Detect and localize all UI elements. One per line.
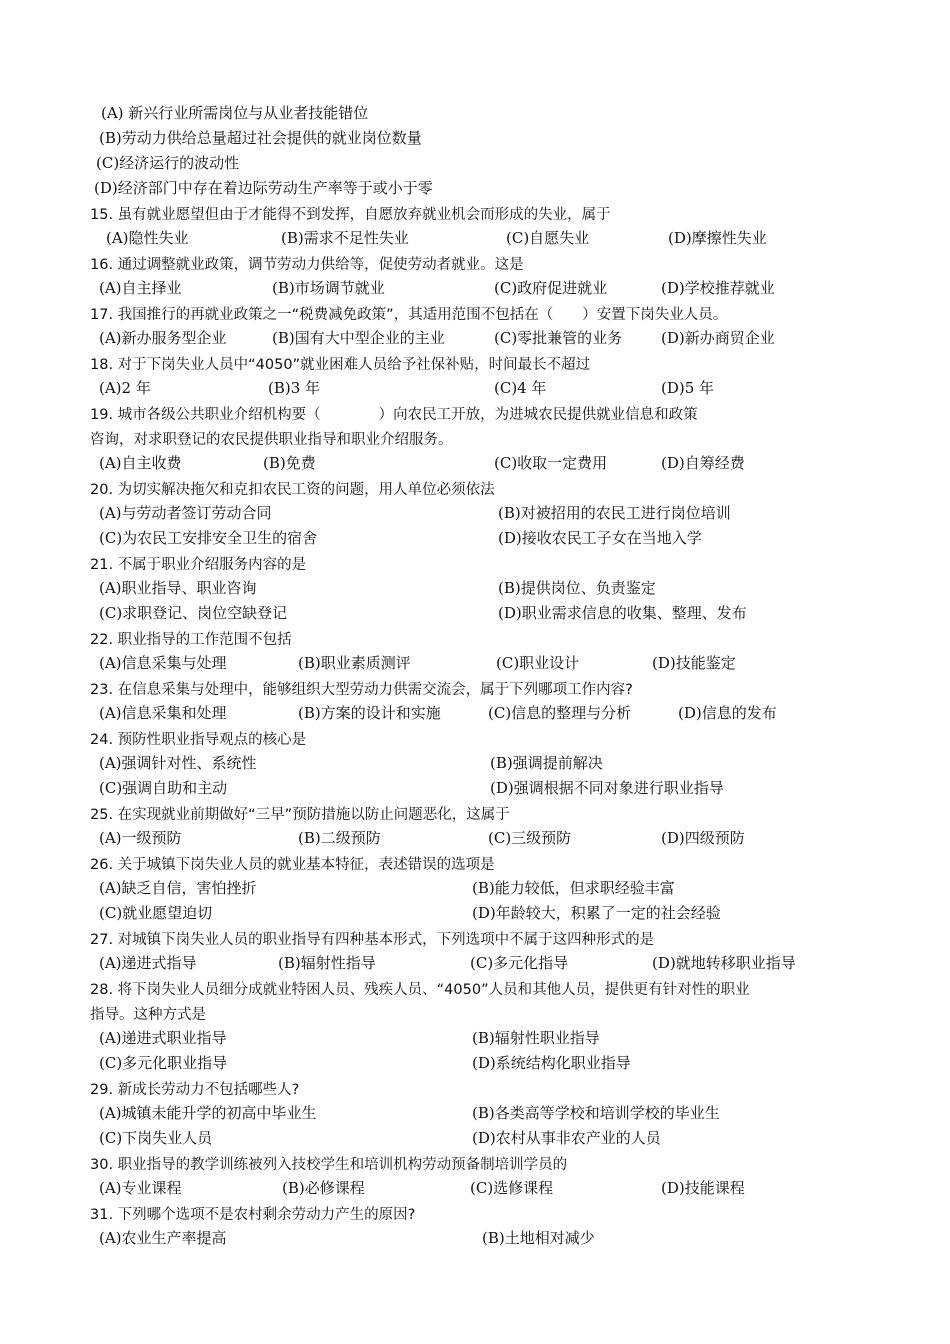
option: (A)与劳动者签订劳动合同 — [99, 504, 272, 522]
question-line — [0, 976, 950, 1000]
option: (A) 新兴行业所需岗位与从业者技能错位 — [101, 104, 369, 122]
option-line — [0, 1051, 950, 1075]
option: (B)国有大中型企业的主业 — [272, 329, 445, 347]
option: (D)四级预防 — [661, 829, 745, 847]
option: (A)职业指导、职业咨询 — [99, 579, 257, 597]
question-line — [0, 401, 950, 425]
option: (B)需求不足性失业 — [281, 229, 409, 247]
option-line — [0, 651, 950, 675]
option: (C)多元化职业指导 — [99, 1054, 228, 1072]
option: (C)自愿失业 — [506, 229, 590, 247]
option-line — [0, 901, 950, 925]
question-text: 15. 虽有就业愿望但由于才能得不到发挥，自愿放弃就业机会而形成的失业，属于 — [90, 207, 611, 223]
question-line — [0, 201, 950, 225]
option: (D)自筹经费 — [661, 454, 745, 472]
question-line — [0, 801, 950, 825]
option: (B)辐射性指导 — [278, 954, 376, 972]
option: (D)年龄较大，积累了一定的社会经验 — [472, 904, 721, 922]
option: (A)新办服务型企业 — [99, 329, 227, 347]
option: (C)4 年 — [494, 379, 547, 397]
question-text: 30. 职业指导的教学训练被列入技校学生和培训机构劳动预备制培训学员的 — [90, 1157, 568, 1173]
question-line — [0, 551, 950, 575]
option: (B)提供岗位、负责鉴定 — [498, 579, 656, 597]
option: (C)政府促进就业 — [494, 279, 608, 297]
option-line — [0, 151, 950, 175]
option: (D)接收农民工子女在当地入学 — [498, 529, 702, 547]
option: (C)信息的整理与分析 — [488, 704, 632, 722]
option: (C)选修课程 — [470, 1179, 554, 1197]
question-line — [0, 676, 950, 700]
question-text: 27. 对城镇下岗失业人员的职业指导有四种基本形式，下列选项中不属于这四种形式的是 — [90, 932, 655, 948]
option: (D)职业需求信息的收集、整理、发布 — [498, 604, 747, 622]
option: (D)系统结构化职业指导 — [472, 1054, 631, 1072]
option: (B)强调提前解决 — [490, 754, 603, 772]
option: (C)零批兼管的业务 — [494, 329, 623, 347]
option: (C)就业愿望迫切 — [99, 904, 213, 922]
question-text: 17. 我国推行的再就业政策之一“税费减免政策”，其适用范围不包括在（ ）安置下岗失业人员。 — [90, 307, 728, 323]
question-text: 28. 将下岗失业人员细分成就业特困人员、残疾人员、“4050”人员和其他人员，提供更有针对性的职业 — [90, 982, 750, 998]
question-line — [0, 1201, 950, 1225]
option: (A)递进式职业指导 — [99, 1029, 227, 1047]
option: (C)职业设计 — [496, 654, 580, 672]
option: (D)摩擦性失业 — [668, 229, 767, 247]
option: (B)能力较低，但求职经验丰富 — [472, 879, 675, 897]
option: (A)城镇未能升学的初高中毕业生 — [99, 1104, 317, 1122]
question-line — [0, 1151, 950, 1175]
option: (C)经济运行的波动性 — [96, 154, 240, 172]
option-line — [0, 951, 950, 975]
option: (C)求职登记、岗位空缺登记 — [99, 604, 288, 622]
option-line — [0, 701, 950, 725]
option: (B)市场调节就业 — [272, 279, 385, 297]
option: (B)二级预防 — [298, 829, 381, 847]
option: (A)递进式指导 — [99, 954, 197, 972]
question-line — [0, 851, 950, 875]
option-line — [0, 226, 950, 250]
option-line — [0, 1101, 950, 1125]
question-text: 18. 对于下岗失业人员中“4050”就业困难人员给予社保补贴，时间最长不超过 — [90, 357, 591, 373]
option-line — [0, 526, 950, 550]
question-line — [0, 726, 950, 750]
question-line — [0, 301, 950, 325]
option: (A)2 年 — [99, 379, 151, 397]
option-line — [0, 576, 950, 600]
question-text: 指导。这种方式是 — [90, 1007, 206, 1023]
option: (B)各类高等学校和培训学校的毕业生 — [472, 1104, 720, 1122]
question-text: 29. 新成长劳动力不包括哪些人? — [90, 1082, 300, 1098]
option: (D)技能课程 — [661, 1179, 745, 1197]
option: (A)隐性失业 — [106, 229, 189, 247]
option-line — [0, 1126, 950, 1150]
question-text: 23. 在信息采集与处理中，能够组织大型劳动力供需交流会，属于下列哪项工作内容? — [90, 682, 633, 698]
option: (A)一级预防 — [99, 829, 182, 847]
option-line — [0, 826, 950, 850]
question-line — [0, 1076, 950, 1100]
option-line — [0, 101, 950, 125]
option-line — [0, 751, 950, 775]
question-line — [0, 1001, 950, 1025]
option: (A)自主择业 — [99, 279, 182, 297]
option: (D)经济部门中存在着边际劳动生产率等于或小于零 — [94, 179, 433, 197]
option: (A)强调针对性、系统性 — [99, 754, 257, 772]
option: (C)收取一定费用 — [494, 454, 608, 472]
option: (D)农村从事非农产业的人员 — [472, 1129, 661, 1147]
question-line — [0, 426, 950, 450]
question-text: 咨询，对求职登记的农民提供职业指导和职业介绍服务。 — [90, 432, 453, 448]
option-line — [0, 1226, 950, 1250]
option: (D)5 年 — [661, 379, 715, 397]
option: (D)学校推荐就业 — [661, 279, 775, 297]
question-line — [0, 351, 950, 375]
option: (C)为农民工安排安全卫生的宿舍 — [99, 529, 318, 547]
option-line — [0, 501, 950, 525]
option: (B)3 年 — [268, 379, 321, 397]
option-line — [0, 1026, 950, 1050]
question-line — [0, 626, 950, 650]
option-line — [0, 326, 950, 350]
option: (D)信息的发布 — [678, 704, 777, 722]
question-line — [0, 251, 950, 275]
option: (D)技能鉴定 — [652, 654, 736, 672]
question-text: 26. 关于城镇下岗失业人员的就业基本特征，表述错误的选项是 — [90, 857, 495, 873]
question-line — [0, 926, 950, 950]
question-text: 22. 职业指导的工作范围不包括 — [90, 632, 292, 648]
option: (B)方案的设计和实施 — [298, 704, 441, 722]
option: (D)新办商贸企业 — [661, 329, 775, 347]
option: (B)免费 — [263, 454, 316, 472]
question-text: 21. 不属于职业介绍服务内容的是 — [90, 557, 307, 573]
option: (B)对被招用的农民工进行岗位培训 — [498, 504, 731, 522]
option: (D)强调根据不同对象进行职业指导 — [490, 779, 724, 797]
option: (A)农业生产率提高 — [99, 1229, 227, 1247]
option: (A)专业课程 — [99, 1179, 182, 1197]
question-text: 19. 城市各级公共职业介绍机构要（ ）向农民工开放，为进城农民提供就业信息和政策 — [90, 407, 698, 423]
option-line — [0, 601, 950, 625]
option-line — [0, 176, 950, 200]
option-line — [0, 451, 950, 475]
option-line — [0, 276, 950, 300]
option: (B)辐射性职业指导 — [472, 1029, 600, 1047]
option: (B)劳动力供给总量超过社会提供的就业岗位数量 — [99, 129, 422, 147]
option: (B)职业素质测评 — [298, 654, 411, 672]
option: (A)信息采集和处理 — [99, 704, 227, 722]
option-line — [0, 876, 950, 900]
option-line — [0, 1176, 950, 1200]
option: (C)多元化指导 — [470, 954, 569, 972]
option: (B)必修课程 — [282, 1179, 365, 1197]
option: (A)自主收费 — [99, 454, 182, 472]
option: (C)强调自助和主动 — [99, 779, 228, 797]
option: (A)信息采集与处理 — [99, 654, 227, 672]
question-text: 20. 为切实解决拖欠和克扣农民工资的问题，用人单位必须依法 — [90, 482, 495, 498]
question-text: 16. 通过调整就业政策，调节劳动力供给等，促使劳动者就业。这是 — [90, 257, 524, 273]
question-text: 31. 下列哪个选项不是农村剩余劳动力产生的原因? — [90, 1207, 416, 1223]
question-text: 25. 在实现就业前期做好“三早”预防措施以防止问题恶化，这属于 — [90, 807, 510, 823]
option-line — [0, 776, 950, 800]
question-line — [0, 476, 950, 500]
option: (D)就地转移职业指导 — [652, 954, 796, 972]
question-text: 24. 预防性职业指导观点的核心是 — [90, 732, 307, 748]
option: (A)缺乏自信，害怕挫折 — [99, 879, 257, 897]
option-line — [0, 126, 950, 150]
option: (B)土地相对减少 — [482, 1229, 595, 1247]
option: (C)三级预防 — [488, 829, 572, 847]
option: (C)下岗失业人员 — [99, 1129, 213, 1147]
option-line — [0, 376, 950, 400]
